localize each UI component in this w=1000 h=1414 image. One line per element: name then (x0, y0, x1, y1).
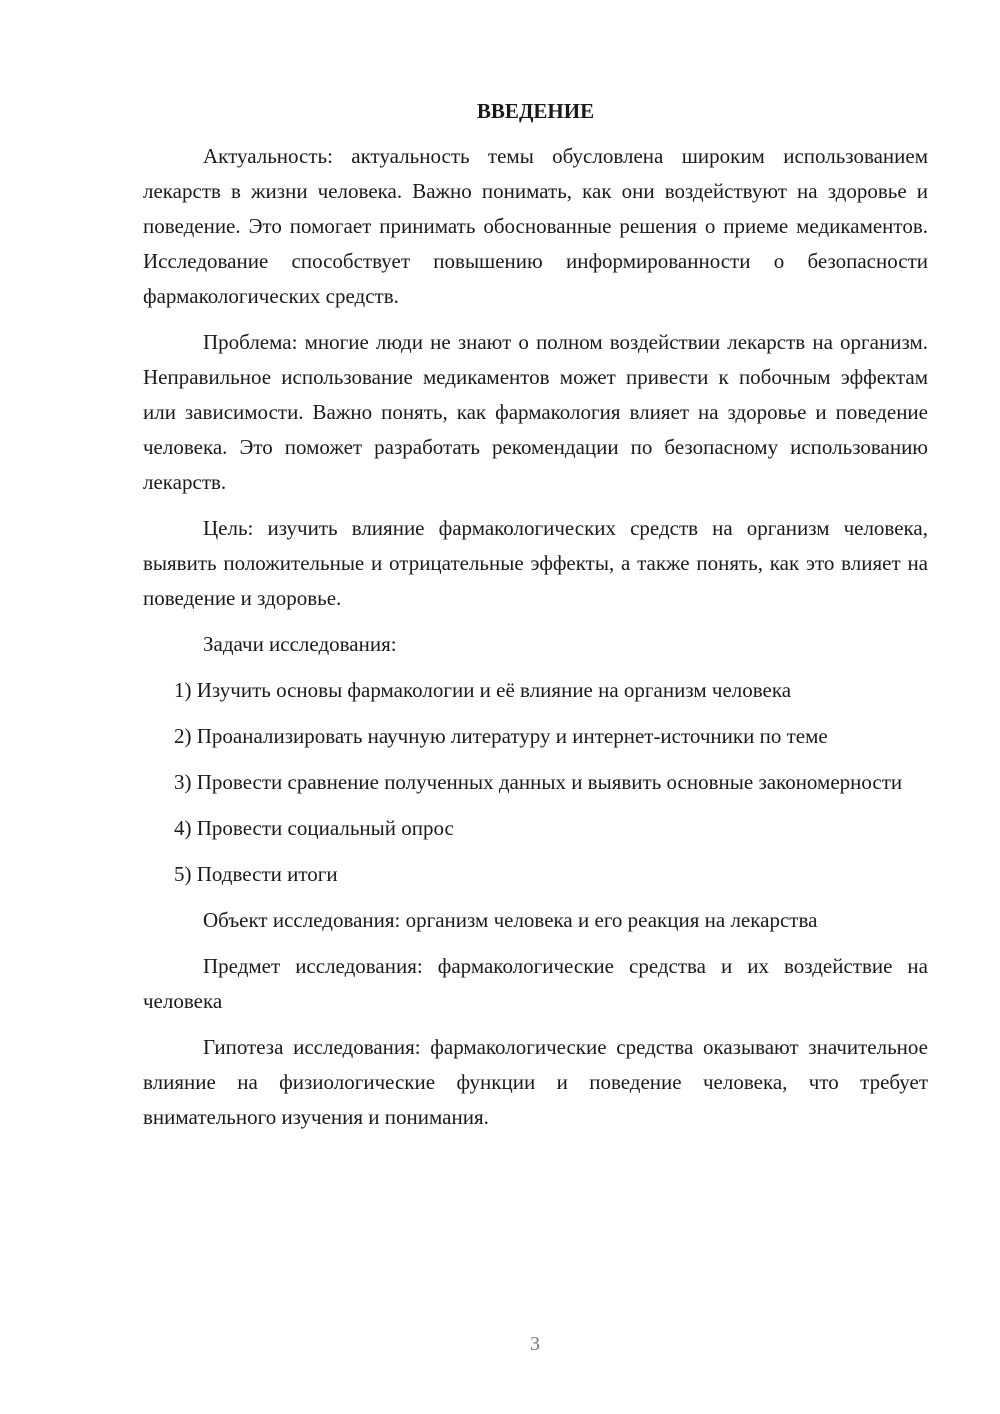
paragraph-goal: Цель: изучить влияние фармакологических средств на организм человека, выявить положительные и отрицательные эффекты, а также понять, как это влияет на поведение и здоровье. (143, 516, 928, 610)
paragraph-problem: Проблема: многие люди не знают о полном воздействии лекарств на организм. Неправильное использование медикаментов может привести к побочным эффектам или зависимости. Важно понять, как фармакология влияет на здоровье и поведение человека. Это поможет разработать рекомендации по безопасному использованию лекарств. (143, 330, 928, 494)
paragraph-hypothesis: Гипотеза исследования: фармакологические средства оказывают значительное влияние на физиологические функции и поведение человека, что требует внимательного изучения и понимания. (143, 1035, 928, 1129)
task-item-4: 4) Провести социальный опрос (174, 816, 454, 840)
task-item-3: 3) Провести сравнение полученных данных и выявить основные закономерности (174, 770, 903, 794)
task-item-5: 5) Подвести итоги (174, 862, 338, 886)
task-item-1: 1) Изучить основы фармакологии и её влияние на организм человека (174, 678, 792, 702)
task-item-2: 2) Проанализировать научную литературу и интернет-источники по теме (174, 724, 828, 748)
document-body (143, 94, 928, 1146)
section-title: ВВЕДЕНИЕ (476, 99, 595, 123)
paragraph-subject: Предмет исследования: фармакологические средства и их воздействие на человека (143, 954, 928, 1013)
paragraph-relevance: Актуальность: актуальность темы обусловлена широким использованием лекарств в жизни человека. Важно понимать, как они воздействуют на здоровье и поведение. Это помогает принимать обоснованные решения о приеме медикаментов. Исследование способствует повышению информированности о безопасности фармакологических средств. (143, 144, 928, 308)
page-number: 3 (530, 1333, 540, 1355)
paragraph-tasks-heading: Задачи исследования: (203, 632, 397, 656)
paragraph-object: Объект исследования: организм человека и его реакция на лекарства (203, 908, 818, 932)
